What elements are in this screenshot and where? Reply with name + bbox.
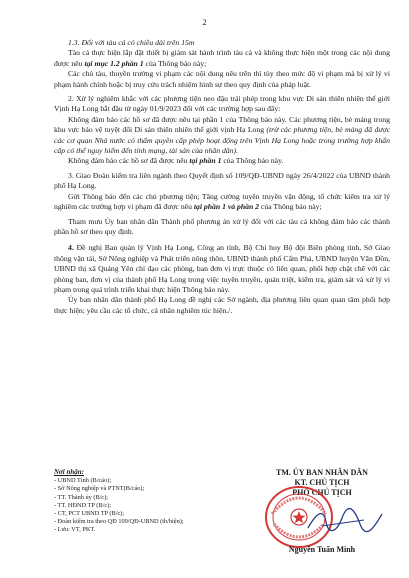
document-body: [54, 38, 390, 316]
recipients-list: [54, 468, 244, 535]
paragraph: Các chủ tàu, thuyền trưởng vi phạm các nội dung nêu trên thì tùy theo mức độ vi phạm mà bị xử lý vi phạm hành chính hoặc bị truy cứu trách nhiệm hình sự theo quy định của pháp luật.: [54, 69, 390, 89]
signer-name: Nguyễn Tuấn Minh: [288, 545, 356, 554]
paragraph: 3. Giao Đoàn kiểm tra liên ngành theo Quyết định số 109/QĐ-UBND ngày 26/4/2022 của UBND thành phố Hạ Long.: [54, 170, 390, 191]
recipient-item: - CT, PCT UBND TP (B/c);: [54, 510, 125, 518]
paragraph: Không đảm bảo các hồ sơ đã được nêu tại phần 1 của Thông báo này. Các phương tiện, bè mảng trong khu vực bảo vệ tuyệt đối Di sản thiên nhiên thế giới vịnh Hạ Long (trừ các phương tiện, bè mảng đã được các cơ quan Nhà nước có thẩm quyền cấp phép hoạt động trên Vịnh Hạ Long hoặc trong trường hợp khẩn cấp có thể nguy hiểm đến tính mạng, tài sản của nhân dân).: [54, 114, 390, 156]
signature-block: [254, 468, 390, 554]
paragraph: Tham mưu Ủy ban nhân dân Thành phố phương án xử lý đối với các tàu cá không đảm bảo các thành phần hồ sơ theo quy định.: [54, 216, 390, 236]
paragraph: Gửi Thông báo đến các chủ phương tiện; Tăng cường tuyên truyền vận động, tổ chức kiểm tra xử lý nghiêm các trường hợp vi phạm đã được nêu tại phần 1 và phần 2 của Thông báo này;: [54, 191, 390, 212]
handwritten-signature: [304, 506, 384, 536]
recipient-item: - TT. HĐND TP (B/c);: [54, 501, 111, 509]
signature-role-1: KT. CHỦ TỊCH: [294, 478, 350, 487]
paragraph: 2. Xử lý nghiêm khắc với các phương tiện neo đậu trái phép trong khu vực Di sản thiên nhiên thế giới Vịnh Hạ Long bắt đầu từ ngày 01/9/2023 đối với các trường hợp sau đây:: [54, 94, 390, 114]
recipient-item: - Sở Nông nghiệp và PTNT(B/cáo);: [54, 485, 145, 493]
paragraph: Ủy ban nhân dân thành phố Hạ Long đề nghị các Sở ngành, địa phương liên quan quan tâm phối hợp thực hiện; yêu cầu các tổ chức, cá nhân nghiêm túc hiện./.: [54, 295, 390, 315]
paragraph: 4. Đề nghị Ban quản lý Vịnh Hạ Long, Công an tỉnh, Bộ Chỉ huy Bộ đội Biên phòng tỉnh, Sở Giao thông vận tải, Sở Nông nghiệp và Phát triển nông thôn, UBND thành phố Cẩm Phả, UBND huyện Vân Đồn, UBND thị xã Quảng Yên chỉ đạo các phòng, ban đơn vị trực thuộc có liên quan, phối hợp chặt chẽ với các phòng ban, đơn vị của thành phố Hạ Long trong việc tuyên truyền, quán triệt, kiểm tra, giám sát và xử lý vi phạm trong quá trình triển khai thực hiện Thông báo này.: [54, 243, 390, 294]
page-number: 2: [202, 17, 207, 27]
recipient-item: - Lưu: VT, PKT.: [54, 526, 96, 534]
paragraph: Tàu cá thực hiện lắp đặt thiết bị giám sát hành trình tàu cá và không thực hiện một trong các nội dung được nêu tại mục 1.2 phần 1 của Thông báo này;: [54, 48, 390, 68]
signature-role-2: PHÓ CHỦ TỊCH: [292, 488, 352, 497]
recipient-item: - UBND Tỉnh (B/cáo);: [54, 477, 112, 485]
recipient-item: - Đoàn kiểm tra theo QĐ 109/QĐ-UBND (th/hiện);: [54, 518, 184, 526]
footer: [54, 468, 390, 568]
paragraph: Không đảm bảo các hồ sơ đã được nêu tại phần 1 của Thông báo này.: [68, 156, 284, 166]
section-heading: 1.3. Đối với tàu cá có chiều dài trên 15m: [68, 38, 195, 47]
signature-org: TM. ỦY BAN NHÂN DÂN: [276, 468, 368, 477]
recipients-title: Nơi nhận:: [54, 468, 85, 476]
recipient-item: - TT. Thành ủy (B/c);: [54, 493, 109, 501]
